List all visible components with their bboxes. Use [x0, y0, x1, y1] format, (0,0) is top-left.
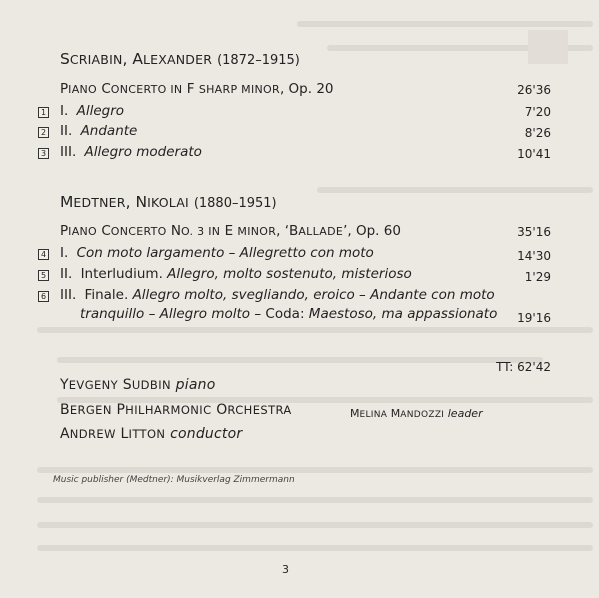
movement-duration: 14'30 [517, 249, 551, 263]
movement-line: III. Allegro moderato [60, 144, 202, 160]
movement-duration: 10'41 [517, 147, 551, 161]
movement-line: III. Finale. Allegro molto, svegliando, eroico – Andante con moto [60, 287, 495, 303]
track-number-box: 4 [38, 249, 49, 260]
movement-line: I. Allegro [60, 103, 124, 119]
composer-heading: MEDTNER, NIKOLAI (1880–1951) [60, 193, 277, 211]
orchestra-credit: BERGEN PHILHARMONIC ORCHESTRA [60, 402, 292, 418]
track-number-box: 6 [38, 291, 49, 302]
leader-credit: MELINA MANDOZZI leader [350, 407, 483, 420]
movement-duration: 7'20 [524, 105, 551, 119]
movement-duration: 8'26 [524, 126, 551, 140]
page-number: 3 [282, 563, 289, 576]
track-number-box: 3 [38, 148, 49, 159]
track-number-box: 1 [38, 107, 49, 118]
track-number-box: 2 [38, 127, 49, 138]
publisher-note: Music publisher (Medtner): Musikverlag Zimmermann [53, 475, 295, 485]
movement-duration: 1'29 [524, 270, 551, 284]
work-duration: 35'16 [517, 225, 551, 239]
total-time: TT: 62'42 [496, 360, 551, 374]
soloist-credit: YEVGENY SUDBIN piano [60, 377, 216, 393]
movement-duration: 19'16 [517, 311, 551, 325]
conductor-credit: ANDREW LITTON conductor [60, 426, 243, 442]
movement-line: II. Andante [60, 123, 138, 139]
work-title: PIANO CONCERTO NO. 3 IN E MINOR, ‘BALLADE’, Op. 60 [60, 223, 401, 239]
movement-line: II. Interludium. Allegro, molto sostenuto, misterioso [60, 266, 412, 282]
composer-heading: SCRIABIN, ALEXANDER (1872–1915) [60, 50, 300, 68]
work-title: PIANO CONCERTO IN F SHARP MINOR, Op. 20 [60, 81, 334, 97]
movement-line-continued: tranquillo – Allegro molto – Coda: Maestoso, ma appassionato [80, 306, 498, 322]
movement-line: I. Con moto largamento – Allegretto con moto [60, 245, 374, 261]
work-duration: 26'36 [517, 83, 551, 97]
track-number-box: 5 [38, 270, 49, 281]
